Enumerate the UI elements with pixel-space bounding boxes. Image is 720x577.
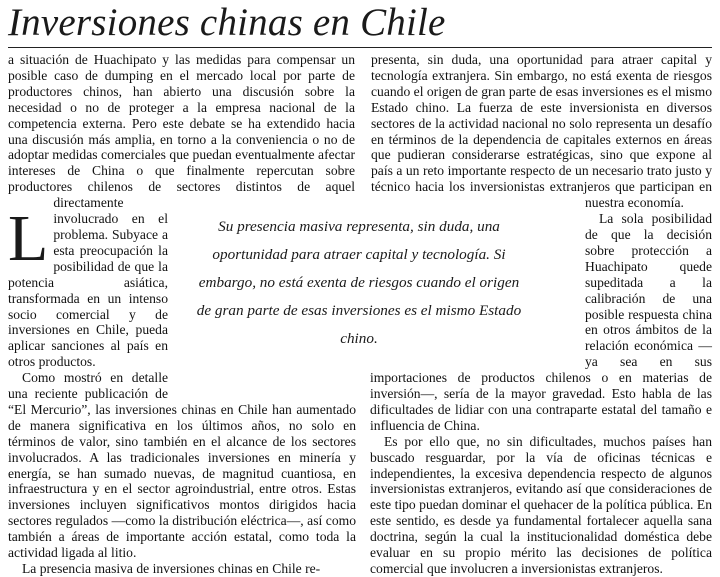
paragraph-1-text: a situación de Huachipato y las medidas para compensar un posible caso de dumping en el mercado local por parte de productores chinos, han abierto una discusión sobre la necesidad o no de proteger a la empresa nacional de la competencia externa. Pero este debate se ha extendido hacia una discusión más amplia, en torno a la conveniencia o no de adoptar medidas comerciales que puedan eventualmente afectar intereses de China o que finalmente repercutan sobre productores chilenos de sectores distintos de aquel directamente involucrado en el problema. Subyace a esta preocupación la posibilidad de que la potencia asiática, transformada en un intenso socio comercial y de inversiones en Chile, pueda aplicar sanciones al país en otros productos. [8,52,355,370]
headline-rule [8,47,712,48]
drop-cap: L [8,202,49,275]
column-spacer [355,52,356,207]
paragraph-3: La presencia masiva de inversiones chinas en Chile re- [22,561,321,576]
paragraph-5: La sola posibilidad de que la decisión sobre protección a Huachipato quede supeditada a la calibración de una posible respuesta china en otros ámbitos de la relación económica —ya sea en sus importaciones de productos chilenos o en materias de inversión—, sería de la mayor gravedad. Esto habla de las dificultades de lidiar con una contraparte estatal del tamaño e influencia de China. [370,211,712,433]
paragraph-6: Es por ello que, no sin dificultades, muchos países han buscado resguardar, por la vía de oficinas técnicas e independientes, la excesiva dependencia respecto de algunos inversionistas extranjeros, evitando así que consideraciones de este tipo puedan dominar el quehacer de la política pública. En este sentido, es desde ya fundamental fortalecer aquella sana doctrina, según la cual la institucionalidad doméstica debe evaluar en su propio mérito las decisiones de política comercial que involucren a inversionistas extranjeros. [370,433,712,576]
paragraph-4: presenta, sin duda, una oportunidad para atraer capital y tecnología extranjera. Sin embargo, no está exenta de riesgos cuando el origen de gran parte de esas inversiones es el mismo Estado chino. La fuerza de este inversionista en diversos sectores de la actividad nacional no solo representa un desafío en términos de la dependencia de capitales externos en áreas que pudieran considerarse estratégicas, sino que expone al país a un reto importante respecto de un necesario trato justo y técnico hacia los inversionistas extranjeros que participan en nuestra economía. [371,52,712,211]
paragraph-2: Como mostró en detalle una reciente publicación de “El Mercurio”, las inversiones chinas en Chile han aumentado de manera significativa en los últimos años, no solo en términos de valor, sino también en el alcance de los sectores involucrados. A las tradicionales inversiones en minería y energía, se han sumado nuevas, de magnitud cuantiosa, en infraestructura y en el sector agroindustrial, entre otros. Estas inversiones incluyen significativos montos dirigidos hacia sectores regulados —como la distribución eléctrica—, así como también a áreas de importante acción estatal, como toda la actividad ligada al litio. [8,370,356,561]
headline: Inversiones chinas en Chile [8,1,446,44]
pull-quote: Su presencia masiva representa, sin duda, una oportunidad para atraer capital y tecnología. Si embargo, no está exenta de riesgos cuando el origen de gran parte de esas inversiones es el mismo Estado chino. [196,213,522,353]
